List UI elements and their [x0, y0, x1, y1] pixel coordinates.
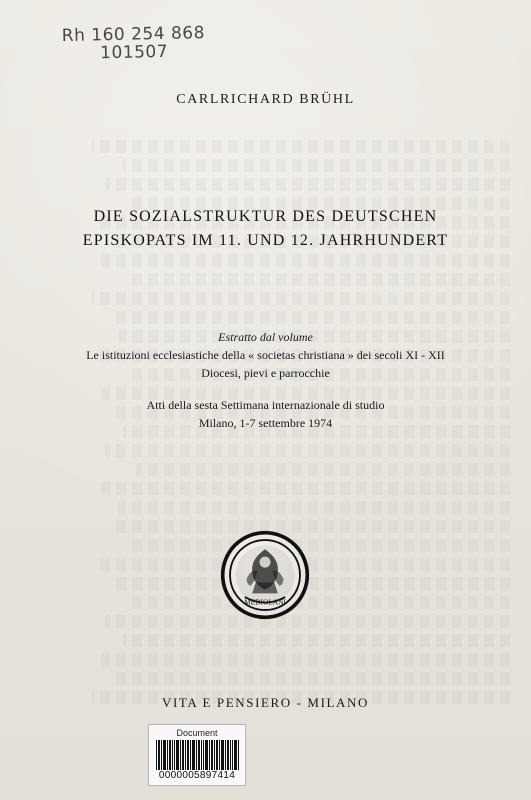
- bleed-line: [105, 444, 510, 457]
- proceedings-line-1: Atti della sesta Settimana internazionale di studio: [146, 398, 385, 412]
- bleed-line: [92, 292, 510, 305]
- handwritten-note-line-1: Rh 160 254 868: [61, 23, 206, 47]
- proceedings-line-2: Milano, 1-7 settembre 1974: [198, 416, 333, 430]
- author-name: CARLRICHARD BRÜHL: [176, 92, 355, 107]
- bleed-line: [101, 254, 510, 267]
- extract-label: Estratto dal volume: [218, 330, 313, 344]
- document-title: [0, 205, 531, 253]
- barcode-label-text: Document: [176, 728, 218, 738]
- bleed-line: [105, 178, 510, 191]
- volume-title-line-1: Le istituzioni ecclesiastiche della « societas christiana » dei secoli XI - XII: [86, 348, 445, 362]
- bleed-line: [114, 672, 510, 685]
- title-line-1: DIE SOZIALSTRUKTUR DES DEUTSCHEN: [93, 208, 438, 225]
- volume-title-line-2: Diocesi, pievi e parrocchie: [201, 366, 330, 380]
- bleed-line: [110, 311, 510, 324]
- publisher-imprint: VITA E PENSIERO - MILANO: [161, 695, 370, 710]
- barcode-icon: [155, 740, 239, 770]
- bleed-line: [136, 463, 510, 476]
- bleed-line: [132, 596, 510, 609]
- emblem-icon: [219, 529, 311, 621]
- publication-details: [0, 328, 531, 432]
- bleed-line: [101, 482, 510, 495]
- bleed-line: [127, 273, 510, 286]
- barcode-number: 0000005897414: [158, 770, 236, 781]
- handwritten-catalog-note: [62, 23, 263, 67]
- seal-legend: MEDIOLANI: [244, 597, 286, 607]
- title-line-2: EPISKOPATS IM 11. UND 12. JAHRHUNDERT: [82, 232, 449, 249]
- bleed-line: [123, 634, 510, 647]
- library-barcode-label: [148, 724, 246, 786]
- bleed-line: [127, 539, 510, 552]
- bleed-line: [123, 159, 510, 172]
- bleed-line: [101, 653, 510, 666]
- handwritten-note-line-2: 101507: [99, 41, 169, 64]
- bleed-line: [118, 501, 510, 514]
- bleed-line: [92, 140, 510, 153]
- spacer: [0, 382, 531, 396]
- bleed-line: [114, 577, 510, 590]
